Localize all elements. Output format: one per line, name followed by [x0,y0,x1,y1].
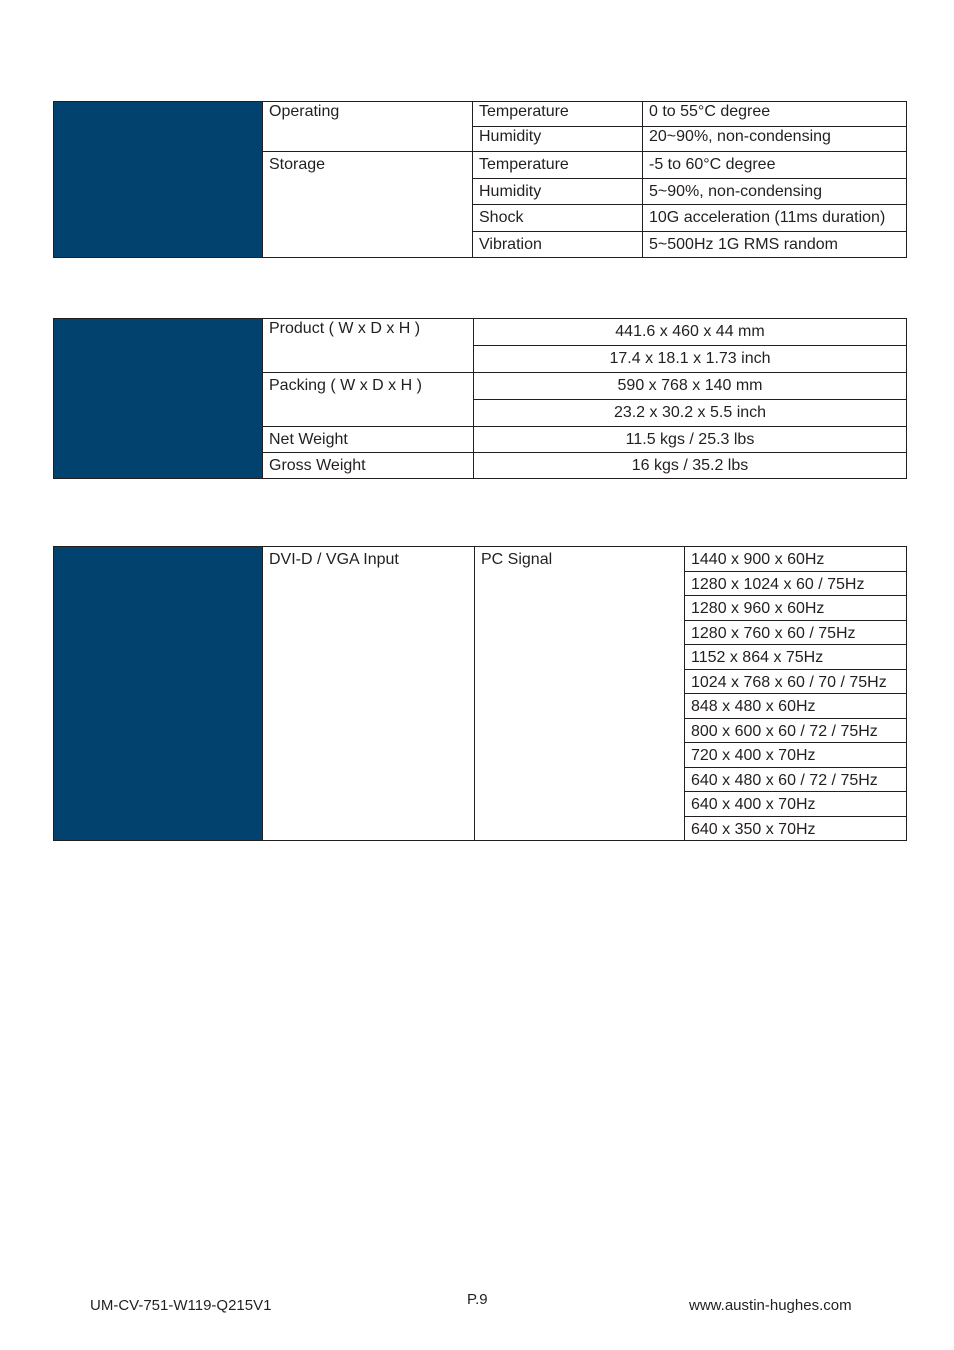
product-dimensions-label: Product ( W x D x H ) [263,319,474,373]
input-type-label: DVI-D / VGA Input [263,547,475,841]
storage-shock-value: 10G acceleration (11ms duration) [643,205,907,232]
storage-shock-key: Shock [473,205,643,232]
mode-row: 1152 x 864 x 75Hz [685,645,907,670]
mode-row: 1440 x 900 x 60Hz [685,547,907,572]
mode-row: 1024 x 768 x 60 / 70 / 75Hz [685,669,907,694]
storage-label: Storage [263,152,473,258]
product-dimensions-inch: 17.4 x 18.1 x 1.73 inch [474,346,907,373]
storage-vibration-value: 5~500Hz 1G RMS random [643,232,907,258]
storage-humidity-value: 5~90%, non-condensing [643,179,907,205]
dimensions-section-header [54,319,263,479]
storage-vibration-key: Vibration [473,232,643,258]
signal-modes-table [53,546,907,841]
mode-row: 640 x 480 x 60 / 72 / 75Hz [685,767,907,792]
gross-weight-label: Gross Weight [263,453,474,479]
net-weight-value: 11.5 kgs / 25.3 lbs [474,427,907,453]
net-weight-label: Net Weight [263,427,474,453]
packing-dimensions-label: Packing ( W x D x H ) [263,373,474,427]
operating-humidity-key: Humidity [473,127,643,152]
signal-section-header [54,547,263,841]
operating-label: Operating [263,102,473,152]
mode-row: 848 x 480 x 60Hz [685,694,907,719]
document-id: UM-CV-751-W119-Q215V1 [90,1297,272,1314]
mode-row: 720 x 400 x 70Hz [685,743,907,768]
mode-row: 800 x 600 x 60 / 72 / 75Hz [685,718,907,743]
mode-row: 1280 x 760 x 60 / 75Hz [685,620,907,645]
environment-table [53,101,907,258]
website-link[interactable]: www.austin-hughes.com [689,1297,852,1314]
environment-section-header [54,102,263,258]
storage-temperature-value: -5 to 60°C degree [643,152,907,179]
dimensions-table [53,318,907,479]
mode-row: 1280 x 1024 x 60 / 75Hz [685,571,907,596]
product-dimensions-mm: 441.6 x 460 x 44 mm [474,319,907,346]
mode-row: 1280 x 960 x 60Hz [685,596,907,621]
packing-dimensions-inch: 23.2 x 30.2 x 5.5 inch [474,400,907,427]
page-number: P.9 [467,1291,488,1308]
storage-temperature-key: Temperature [473,152,643,179]
gross-weight-value: 16 kgs / 35.2 lbs [474,453,907,479]
operating-temperature-key: Temperature [473,102,643,127]
operating-temperature-value: 0 to 55°C degree [643,102,907,127]
packing-dimensions-mm: 590 x 768 x 140 mm [474,373,907,400]
operating-humidity-value: 20~90%, non-condensing [643,127,907,152]
mode-row: 640 x 400 x 70Hz [685,792,907,817]
mode-row: 640 x 350 x 70Hz [685,816,907,841]
storage-humidity-key: Humidity [473,179,643,205]
signal-type-label: PC Signal [475,547,685,841]
